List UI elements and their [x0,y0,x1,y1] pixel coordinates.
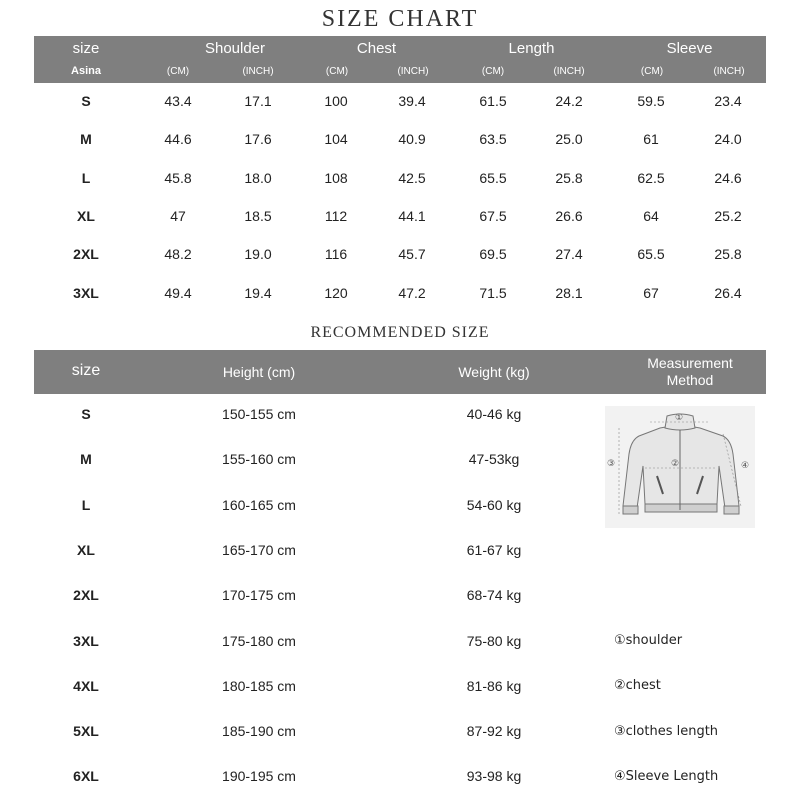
header-shoulder: Shoulder [204,40,266,57]
recommended-weight-cell: 87-92 kg [466,723,522,740]
size-chart-value-cell: 112 [324,207,348,224]
recommended-weight-cell: 61-67 kg [466,541,522,558]
rec-header-size: size [71,362,101,379]
size-chart-value-cell: 23.4 [714,93,742,109]
size-chart-value-cell: 17.6 [244,131,272,148]
size-chart-row [34,122,766,160]
recommended-size-title: RECOMMENDED SIZE [310,324,490,341]
size-chart-value-cell: 43.4 [164,93,192,109]
size-chart-value-cell: 64 [643,207,659,224]
rec-header-height: Height (cm) [222,364,296,380]
size-chart-value-cell: 49.4 [164,284,192,301]
marker-sleeve: ④ [741,461,750,471]
size-chart-value-cell: 100 [324,93,348,109]
size-chart-row [34,276,766,314]
rec-header-method-2: Method [666,372,714,388]
size-chart-title: SIZE CHART [321,6,479,32]
recommended-size-cell: 3XL [73,632,99,649]
size-chart-value-cell: 62.5 [637,169,665,186]
size-chart-value-cell: 24.2 [555,93,583,109]
recommended-height-cell: 185-190 cm [222,723,296,740]
size-chart-value-cell: 120 [324,284,348,301]
size-chart-value-cell: 61.5 [479,93,507,109]
size-chart-value-cell: 25.0 [555,131,583,148]
size-chart-header [34,36,766,83]
header-shoulder-inch: (INCH) [242,66,274,77]
size-chart-row [34,199,766,237]
header-sleeve: Sleeve [666,40,713,57]
header-length: Length [508,40,555,57]
size-chart-value-cell: 24.0 [714,131,742,148]
recommended-weight-cell: 54-60 kg [466,496,522,513]
size-chart-size-cell: XL [77,207,95,224]
recommended-size-cell: 6XL [73,768,99,785]
marker-chest: ② [671,459,680,469]
size-chart-size-cell: S [81,93,91,109]
size-chart-value-cell: 65.5 [479,169,507,186]
size-chart-value-cell: 17.1 [244,93,272,109]
size-chart-value-cell: 19.4 [244,284,272,301]
header-shoulder-cm: (CM) [166,66,190,77]
recommended-size-cell: S [81,406,91,422]
size-chart-value-cell: 25.8 [555,169,583,186]
header-brand: Asina [71,65,101,77]
size-chart-row [34,161,766,199]
recommended-weight-cell: 68-74 kg [466,587,522,604]
size-chart-value-cell: 69.5 [479,246,507,263]
size-chart-value-cell: 42.5 [398,169,426,186]
header-chest-cm: (CM) [325,66,349,77]
size-chart-value-cell: 18.5 [244,207,272,224]
jacket-left-cuff [623,506,638,514]
size-chart-value-cell: 108 [324,169,348,186]
size-chart-value-cell: 48.2 [164,246,192,263]
size-chart-value-cell: 116 [324,246,348,263]
recommended-size-cell: L [81,496,91,513]
size-chart-value-cell: 59.5 [637,93,665,109]
size-chart-size-cell: M [80,131,92,148]
size-chart-value-cell: 71.5 [479,284,507,301]
jacket-right-cuff [724,506,739,514]
size-chart-value-cell: 26.4 [714,284,742,301]
header-length-inch: (INCH) [553,66,585,77]
recommended-weight-cell: 81-86 kg [466,677,522,694]
rec-header-weight: Weight (kg) [458,364,530,380]
size-chart-row [34,237,766,275]
recommended-row [34,530,766,575]
size-chart-value-cell: 47 [170,207,186,224]
size-chart-value-cell: 44.1 [398,207,426,224]
size-chart-value-cell: 27.4 [555,246,583,263]
recommended-height-cell: 180-185 cm [222,677,296,694]
recommended-height-cell: 155-160 cm [222,451,296,468]
size-chart-value-cell: 45.7 [398,246,426,263]
size-chart-value-cell: 28.1 [555,284,583,301]
jacket-waistband [645,504,717,512]
size-chart-size-cell: 2XL [73,246,99,263]
recommended-height-cell: 160-165 cm [222,496,296,513]
header-chest: Chest [356,40,397,57]
size-chart-value-cell: 65.5 [637,246,665,263]
recommended-weight-cell: 40-46 kg [466,406,522,422]
recommended-weight-cell: 75-80 kg [466,632,522,649]
size-chart-value-cell: 63.5 [479,131,507,148]
header-length-cm: (CM) [481,66,505,77]
recommended-weight-cell: 93-98 kg [466,768,522,785]
legend-chest: ②chest [614,678,661,693]
recommended-size-cell: 5XL [73,723,99,740]
recommended-weight-cell: 47-53kg [468,451,520,468]
jacket-measurement-diagram [605,406,755,528]
recommended-height-cell: 190-195 cm [222,768,296,785]
recommended-height-cell: 150-155 cm [222,406,296,422]
size-chart-value-cell: 104 [324,131,348,148]
recommended-size-cell: 2XL [73,587,99,604]
size-chart-value-cell: 26.6 [555,207,583,224]
size-chart-value-cell: 18.0 [244,169,272,186]
legend-shoulder: ①shoulder [614,633,683,648]
marker-length: ③ [607,459,616,469]
recommended-height-cell: 170-175 cm [222,587,296,604]
size-chart-value-cell: 40.9 [398,131,426,148]
recommended-height-cell: 165-170 cm [222,541,296,558]
size-chart-value-cell: 44.6 [164,131,192,148]
legend-sleeve-length: ④Sleeve Length [614,769,719,784]
header-sleeve-inch: (INCH) [713,66,745,77]
recommended-size-cell: 4XL [73,677,99,694]
recommended-size-cell: XL [77,541,95,558]
marker-shoulder: ① [675,413,684,423]
size-chart-value-cell: 47.2 [398,284,426,301]
size-chart-value-cell: 24.6 [714,169,742,186]
size-chart-row [34,84,766,122]
recommended-size-cell: M [80,451,92,468]
size-chart-value-cell: 67 [643,284,659,301]
size-chart-value-cell: 25.2 [714,207,742,224]
recommended-header [34,350,766,394]
recommended-row [34,575,766,620]
size-chart-size-cell: 3XL [73,284,99,301]
size-chart-value-cell: 45.8 [164,169,192,186]
size-chart-value-cell: 25.8 [714,246,742,263]
size-chart-size-cell: L [81,169,91,186]
size-chart-value-cell: 67.5 [479,207,507,224]
legend-clothes-length: ③clothes length [614,724,719,739]
header-chest-inch: (INCH) [397,66,429,77]
size-chart-value-cell: 61 [643,131,659,148]
header-size: size [72,40,100,57]
rec-header-method-1: Measurement [647,355,733,371]
recommended-height-cell: 175-180 cm [222,632,296,649]
size-chart-value-cell: 39.4 [398,93,426,109]
size-chart-value-cell: 19.0 [244,246,272,263]
header-sleeve-cm: (CM) [640,66,664,77]
